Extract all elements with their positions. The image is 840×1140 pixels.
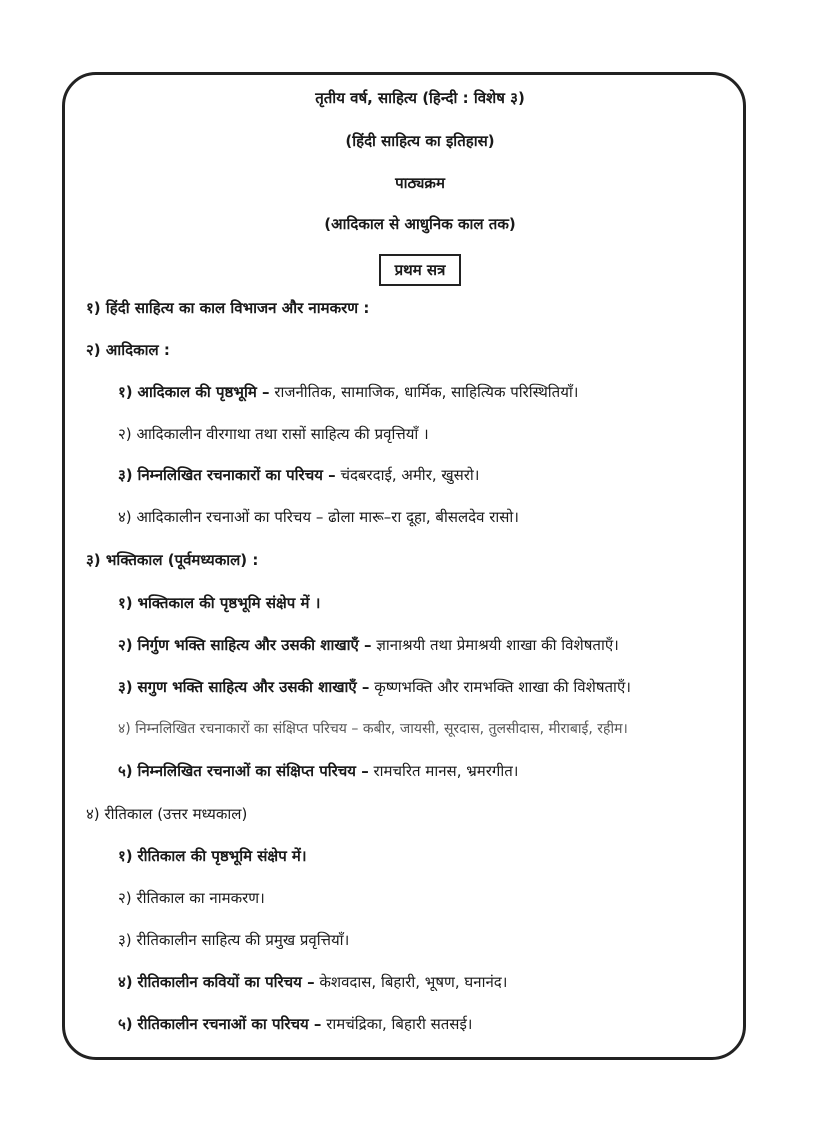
item-text: केशवदास, बिहारी, भूषण, घनानंद। — [319, 973, 508, 991]
list-item — [118, 930, 349, 950]
list-item — [118, 382, 579, 402]
item-text: आदिकालीन वीरगाथा तथा रासों साहित्य की प्रवृत्तियाँ । — [136, 425, 429, 443]
item-number: १) — [118, 594, 133, 612]
section-title: हिंदी साहित्य का काल विभाजन और नामकरण : — [105, 299, 370, 317]
section-title: भक्तिकाल (पूर्वमध्यकाल) : — [105, 551, 259, 569]
list-item — [118, 507, 519, 527]
course-title: तृतीय वर्ष, साहित्य (हिन्दी : विशेष ३) — [315, 89, 525, 107]
list-item — [118, 635, 619, 655]
item-number: ४) — [118, 721, 131, 737]
section-title: रीतिकाल (उत्तर मध्यकाल) — [104, 805, 248, 823]
item-head: निम्नलिखित रचनाओं का संक्षिप्त परिचय – — [137, 762, 369, 780]
item-text: ज्ञानाश्रयी तथा प्रेमाश्रयी शाखा की विशेषताएँ। — [376, 636, 619, 654]
section-number: २) — [86, 341, 101, 359]
syllabus-heading: पाठ्यक्रम — [395, 174, 445, 192]
item-number: १) — [118, 383, 133, 401]
item-number: ३) — [118, 466, 133, 484]
item-number: ४) — [118, 508, 132, 526]
item-number: ३) — [118, 931, 132, 949]
item-head: निर्गुण भक्ति साहित्य और उसकी शाखाएँ – — [137, 636, 372, 654]
list-item — [118, 888, 265, 908]
list-item — [118, 465, 479, 485]
item-text: रामचरित मानस, भ्रमरगीत। — [373, 762, 519, 780]
section-number: १) — [86, 299, 101, 317]
list-item — [118, 1014, 473, 1034]
list-item — [118, 761, 518, 781]
item-number: १) — [118, 847, 133, 865]
section-3 — [86, 550, 258, 570]
item-text: आदिकालीन रचनाओं का परिचय – ढोला मारू–रा दूहा, बीसलदेव रासो। — [136, 508, 519, 526]
list-item — [118, 846, 307, 866]
item-head: निम्नलिखित रचनाकारों का परिचय – — [137, 466, 336, 484]
section-title: आदिकाल : — [105, 341, 170, 359]
item-text: राजनीतिक, सामाजिक, धार्मिक, साहित्यिक परिस्थितियाँ। — [274, 383, 579, 401]
item-head: भक्तिकाल की पृष्ठभूमि संक्षेप में । — [137, 594, 321, 612]
item-number: २) — [118, 636, 133, 654]
period-heading: (आदिकाल से आधुनिक काल तक) — [324, 215, 516, 233]
section-2 — [86, 340, 170, 360]
item-head: सगुण भक्ति साहित्य और उसकी शाखाएँ – — [137, 678, 370, 696]
section-number: ३) — [86, 551, 101, 569]
item-number: ३) — [118, 678, 133, 696]
item-text: कृष्णभक्ति और रामभक्ति शाखा की विशेषताएँ। — [374, 678, 631, 696]
section-number: ४) — [86, 805, 100, 823]
list-item — [118, 677, 631, 697]
list-item — [118, 424, 429, 444]
semester-label: प्रथम सत्र — [379, 254, 462, 286]
section-1 — [86, 298, 369, 318]
semester-box — [0, 254, 840, 286]
item-number: ५) — [118, 762, 133, 780]
item-number: २) — [118, 889, 132, 907]
course-subtitle: (हिंदी साहित्य का इतिहास) — [345, 132, 495, 150]
list-item — [118, 972, 507, 992]
item-number: २) — [118, 425, 132, 443]
item-text: रामचंद्रिका, बिहारी सतसई। — [326, 1015, 473, 1033]
item-head: आदिकाल की पृष्ठभूमि – — [137, 383, 270, 401]
item-text: रीतिकालीन साहित्य की प्रमुख प्रवृत्तियाँ। — [136, 931, 350, 949]
item-head: रीतिकाल की पृष्ठभूमि संक्षेप में। — [137, 847, 307, 865]
item-text: चंदबरदाई, अमीर, खुसरो। — [340, 466, 480, 484]
item-head: रीतिकालीन रचनाओं का परिचय – — [137, 1015, 322, 1033]
item-text: रीतिकाल का नामकरण। — [136, 889, 265, 907]
list-item — [118, 593, 320, 613]
list-item — [118, 719, 628, 738]
item-head: रीतिकालीन कवियों का परिचय – — [137, 973, 315, 991]
item-number: ५) — [118, 1015, 133, 1033]
section-4 — [86, 804, 247, 824]
item-text: निम्नलिखित रचनाकारों का संक्षिप्त परिचय – कबीर, जायसी, सूरदास, तुलसीदास, मीराबाई, रहीम। — [135, 721, 628, 737]
item-number: ४) — [118, 973, 133, 991]
